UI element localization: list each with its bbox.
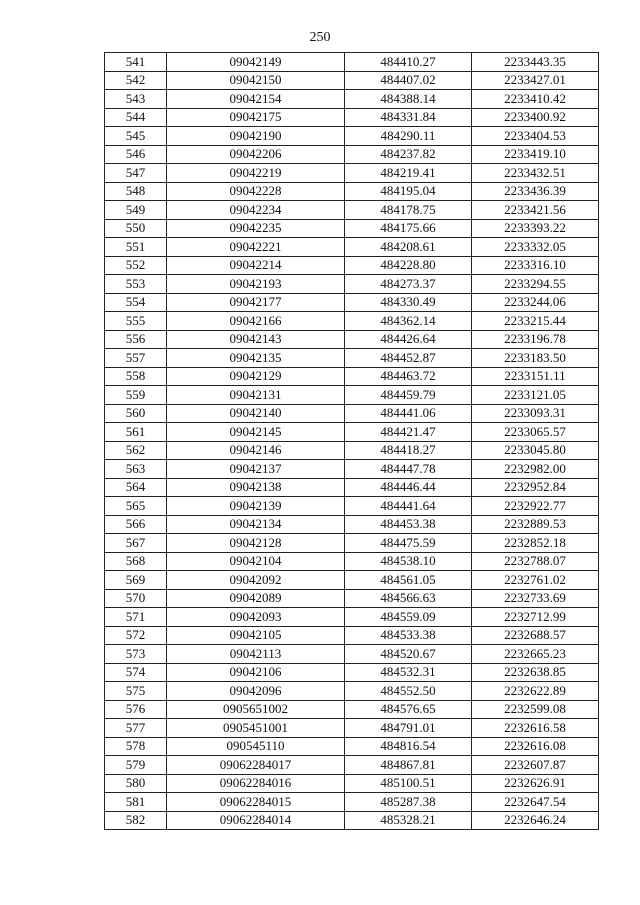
x-coordinate-cell: 484237.82 — [345, 145, 472, 164]
row-number-cell: 569 — [105, 571, 167, 590]
row-number-cell: 559 — [105, 386, 167, 405]
table-row — [105, 201, 599, 220]
x-coordinate-cell: 484816.54 — [345, 737, 472, 756]
table-row — [105, 441, 599, 460]
parcel-id-cell: 09042228 — [167, 182, 345, 201]
parcel-id-cell: 09042146 — [167, 441, 345, 460]
y-coordinate-cell: 2232889.53 — [472, 515, 599, 534]
y-coordinate-cell: 2232616.08 — [472, 737, 599, 756]
x-coordinate-cell: 484475.59 — [345, 534, 472, 553]
y-coordinate-cell: 2233410.42 — [472, 90, 599, 109]
parcel-id-cell: 09042154 — [167, 90, 345, 109]
row-number-cell: 558 — [105, 367, 167, 386]
x-coordinate-cell: 485100.51 — [345, 774, 472, 793]
x-coordinate-cell: 484175.66 — [345, 219, 472, 238]
table-row — [105, 145, 599, 164]
parcel-id-cell: 09042093 — [167, 608, 345, 627]
table-row — [105, 719, 599, 738]
parcel-id-cell: 09042134 — [167, 515, 345, 534]
x-coordinate-cell: 484459.79 — [345, 386, 472, 405]
y-coordinate-cell: 2232852.18 — [472, 534, 599, 553]
table-row — [105, 293, 599, 312]
parcel-id-cell: 09042104 — [167, 552, 345, 571]
x-coordinate-cell: 484538.10 — [345, 552, 472, 571]
row-number-cell: 545 — [105, 127, 167, 146]
row-number-cell: 560 — [105, 404, 167, 423]
x-coordinate-cell: 485287.38 — [345, 793, 472, 812]
parcel-id-cell: 09042138 — [167, 478, 345, 497]
table-row — [105, 571, 599, 590]
x-coordinate-cell: 485328.21 — [345, 811, 472, 830]
parcel-id-cell: 09042113 — [167, 645, 345, 664]
y-coordinate-cell: 2232712.99 — [472, 608, 599, 627]
table-row — [105, 386, 599, 405]
parcel-id-cell: 09042096 — [167, 682, 345, 701]
row-number-cell: 548 — [105, 182, 167, 201]
parcel-id-cell: 09042128 — [167, 534, 345, 553]
y-coordinate-cell: 2233065.57 — [472, 423, 599, 442]
parcel-id-cell: 09042214 — [167, 256, 345, 275]
table-row — [105, 238, 599, 257]
table-row — [105, 478, 599, 497]
row-number-cell: 580 — [105, 774, 167, 793]
table-row — [105, 460, 599, 479]
y-coordinate-cell: 2233316.10 — [472, 256, 599, 275]
row-number-cell: 554 — [105, 293, 167, 312]
parcel-id-cell: 09042206 — [167, 145, 345, 164]
table-row — [105, 552, 599, 571]
table-row — [105, 71, 599, 90]
parcel-id-cell: 09062284014 — [167, 811, 345, 830]
parcel-id-cell: 09042193 — [167, 275, 345, 294]
row-number-cell: 543 — [105, 90, 167, 109]
parcel-id-cell: 09042145 — [167, 423, 345, 442]
y-coordinate-cell: 2233393.22 — [472, 219, 599, 238]
y-coordinate-cell: 2232982.00 — [472, 460, 599, 479]
y-coordinate-cell: 2233151.11 — [472, 367, 599, 386]
row-number-cell: 542 — [105, 71, 167, 90]
x-coordinate-cell: 484362.14 — [345, 312, 472, 331]
table-row — [105, 404, 599, 423]
y-coordinate-cell: 2233436.39 — [472, 182, 599, 201]
x-coordinate-cell: 484559.09 — [345, 608, 472, 627]
x-coordinate-cell: 484418.27 — [345, 441, 472, 460]
y-coordinate-cell: 2232638.85 — [472, 663, 599, 682]
table-row — [105, 774, 599, 793]
table-row — [105, 515, 599, 534]
y-coordinate-cell: 2233432.51 — [472, 164, 599, 183]
x-coordinate-cell: 484331.84 — [345, 108, 472, 127]
parcel-id-cell: 09042235 — [167, 219, 345, 238]
y-coordinate-cell: 2232788.07 — [472, 552, 599, 571]
table-row — [105, 108, 599, 127]
parcel-id-cell: 090545110 — [167, 737, 345, 756]
table-row — [105, 330, 599, 349]
x-coordinate-cell: 484273.37 — [345, 275, 472, 294]
row-number-cell: 579 — [105, 756, 167, 775]
row-number-cell: 577 — [105, 719, 167, 738]
x-coordinate-cell: 484426.64 — [345, 330, 472, 349]
table-row — [105, 367, 599, 386]
x-coordinate-cell: 484576.65 — [345, 700, 472, 719]
row-number-cell: 547 — [105, 164, 167, 183]
x-coordinate-cell: 484791.01 — [345, 719, 472, 738]
row-number-cell: 564 — [105, 478, 167, 497]
table-row — [105, 423, 599, 442]
parcel-id-cell: 09042092 — [167, 571, 345, 590]
table-row — [105, 626, 599, 645]
table-row — [105, 219, 599, 238]
y-coordinate-cell: 2233196.78 — [472, 330, 599, 349]
x-coordinate-cell: 484453.38 — [345, 515, 472, 534]
y-coordinate-cell: 2233294.55 — [472, 275, 599, 294]
y-coordinate-cell: 2233443.35 — [472, 53, 599, 72]
y-coordinate-cell: 2233400.92 — [472, 108, 599, 127]
row-number-cell: 565 — [105, 497, 167, 516]
parcel-id-cell: 09042149 — [167, 53, 345, 72]
x-coordinate-cell: 484330.49 — [345, 293, 472, 312]
parcel-id-cell: 09042175 — [167, 108, 345, 127]
table-row — [105, 312, 599, 331]
x-coordinate-cell: 484566.63 — [345, 589, 472, 608]
y-coordinate-cell: 2233183.50 — [472, 349, 599, 368]
y-coordinate-cell: 2232688.57 — [472, 626, 599, 645]
row-number-cell: 574 — [105, 663, 167, 682]
y-coordinate-cell: 2232922.77 — [472, 497, 599, 516]
parcel-id-cell: 09042166 — [167, 312, 345, 331]
table-row — [105, 663, 599, 682]
x-coordinate-cell: 484446.44 — [345, 478, 472, 497]
row-number-cell: 573 — [105, 645, 167, 664]
x-coordinate-cell: 484520.67 — [345, 645, 472, 664]
parcel-id-cell: 09042234 — [167, 201, 345, 220]
y-coordinate-cell: 2232646.24 — [472, 811, 599, 830]
x-coordinate-cell: 484228.80 — [345, 256, 472, 275]
x-coordinate-cell: 484388.14 — [345, 90, 472, 109]
table-row — [105, 164, 599, 183]
x-coordinate-cell: 484441.64 — [345, 497, 472, 516]
x-coordinate-cell: 484561.05 — [345, 571, 472, 590]
row-number-cell: 576 — [105, 700, 167, 719]
row-number-cell: 546 — [105, 145, 167, 164]
parcel-id-cell: 09062284015 — [167, 793, 345, 812]
row-number-cell: 570 — [105, 589, 167, 608]
parcel-id-cell: 09042190 — [167, 127, 345, 146]
row-number-cell: 552 — [105, 256, 167, 275]
y-coordinate-cell: 2233121.05 — [472, 386, 599, 405]
parcel-id-cell: 09042129 — [167, 367, 345, 386]
table-row — [105, 811, 599, 830]
table-row — [105, 756, 599, 775]
row-number-cell: 563 — [105, 460, 167, 479]
table-row — [105, 127, 599, 146]
row-number-cell: 557 — [105, 349, 167, 368]
parcel-id-cell: 09042106 — [167, 663, 345, 682]
parcel-id-cell: 09042143 — [167, 330, 345, 349]
y-coordinate-cell: 2233419.10 — [472, 145, 599, 164]
row-number-cell: 561 — [105, 423, 167, 442]
table-row — [105, 349, 599, 368]
row-number-cell: 567 — [105, 534, 167, 553]
y-coordinate-cell: 2233244.06 — [472, 293, 599, 312]
row-number-cell: 571 — [105, 608, 167, 627]
x-coordinate-cell: 484532.31 — [345, 663, 472, 682]
table-row — [105, 645, 599, 664]
y-coordinate-cell: 2232607.87 — [472, 756, 599, 775]
row-number-cell: 575 — [105, 682, 167, 701]
y-coordinate-cell: 2232647.54 — [472, 793, 599, 812]
x-coordinate-cell: 484219.41 — [345, 164, 472, 183]
parcel-id-cell: 09042137 — [167, 460, 345, 479]
parcel-id-cell: 09042219 — [167, 164, 345, 183]
row-number-cell: 581 — [105, 793, 167, 812]
parcel-id-cell: 09042221 — [167, 238, 345, 257]
parcel-id-cell: 09042135 — [167, 349, 345, 368]
table-row — [105, 700, 599, 719]
row-number-cell: 555 — [105, 312, 167, 331]
parcel-id-cell: 09042150 — [167, 71, 345, 90]
parcel-id-cell: 09042140 — [167, 404, 345, 423]
parcel-id-cell: 09042131 — [167, 386, 345, 405]
coordinates-table — [104, 52, 599, 830]
row-number-cell: 541 — [105, 53, 167, 72]
x-coordinate-cell: 484441.06 — [345, 404, 472, 423]
row-number-cell: 550 — [105, 219, 167, 238]
y-coordinate-cell: 2233421.56 — [472, 201, 599, 220]
x-coordinate-cell: 484407.02 — [345, 71, 472, 90]
row-number-cell: 553 — [105, 275, 167, 294]
table-row — [105, 497, 599, 516]
y-coordinate-cell: 2232616.58 — [472, 719, 599, 738]
row-number-cell: 551 — [105, 238, 167, 257]
y-coordinate-cell: 2233427.01 — [472, 71, 599, 90]
table-row — [105, 182, 599, 201]
y-coordinate-cell: 2233404.53 — [472, 127, 599, 146]
parcel-id-cell: 0905451001 — [167, 719, 345, 738]
parcel-id-cell: 09062284017 — [167, 756, 345, 775]
x-coordinate-cell: 484410.27 — [345, 53, 472, 72]
table-row — [105, 793, 599, 812]
row-number-cell: 556 — [105, 330, 167, 349]
table-row — [105, 589, 599, 608]
parcel-id-cell: 09042105 — [167, 626, 345, 645]
x-coordinate-cell: 484867.81 — [345, 756, 472, 775]
x-coordinate-cell: 484178.75 — [345, 201, 472, 220]
x-coordinate-cell: 484208.61 — [345, 238, 472, 257]
parcel-id-cell: 09062284016 — [167, 774, 345, 793]
x-coordinate-cell: 484463.72 — [345, 367, 472, 386]
y-coordinate-cell: 2233045.80 — [472, 441, 599, 460]
x-coordinate-cell: 484552.50 — [345, 682, 472, 701]
x-coordinate-cell: 484533.38 — [345, 626, 472, 645]
y-coordinate-cell: 2232733.69 — [472, 589, 599, 608]
parcel-id-cell: 0905651002 — [167, 700, 345, 719]
parcel-id-cell: 09042177 — [167, 293, 345, 312]
y-coordinate-cell: 2233093.31 — [472, 404, 599, 423]
page-number: 250 — [309, 30, 331, 45]
table-row — [105, 737, 599, 756]
y-coordinate-cell: 2232599.08 — [472, 700, 599, 719]
table-row — [105, 534, 599, 553]
y-coordinate-cell: 2232622.89 — [472, 682, 599, 701]
table-row — [105, 275, 599, 294]
table-row — [105, 608, 599, 627]
table-row — [105, 90, 599, 109]
y-coordinate-cell: 2232761.02 — [472, 571, 599, 590]
row-number-cell: 544 — [105, 108, 167, 127]
x-coordinate-cell: 484452.87 — [345, 349, 472, 368]
parcel-id-cell: 09042089 — [167, 589, 345, 608]
row-number-cell: 562 — [105, 441, 167, 460]
row-number-cell: 572 — [105, 626, 167, 645]
x-coordinate-cell: 484421.47 — [345, 423, 472, 442]
y-coordinate-cell: 2233332.05 — [472, 238, 599, 257]
x-coordinate-cell: 484290.11 — [345, 127, 472, 146]
table-row — [105, 256, 599, 275]
y-coordinate-cell: 2232665.23 — [472, 645, 599, 664]
parcel-id-cell: 09042139 — [167, 497, 345, 516]
y-coordinate-cell: 2232952.84 — [472, 478, 599, 497]
row-number-cell: 566 — [105, 515, 167, 534]
x-coordinate-cell: 484195.04 — [345, 182, 472, 201]
row-number-cell: 568 — [105, 552, 167, 571]
row-number-cell: 578 — [105, 737, 167, 756]
table-row — [105, 53, 599, 72]
row-number-cell: 549 — [105, 201, 167, 220]
table-row — [105, 682, 599, 701]
row-number-cell: 582 — [105, 811, 167, 830]
y-coordinate-cell: 2233215.44 — [472, 312, 599, 331]
x-coordinate-cell: 484447.78 — [345, 460, 472, 479]
y-coordinate-cell: 2232626.91 — [472, 774, 599, 793]
